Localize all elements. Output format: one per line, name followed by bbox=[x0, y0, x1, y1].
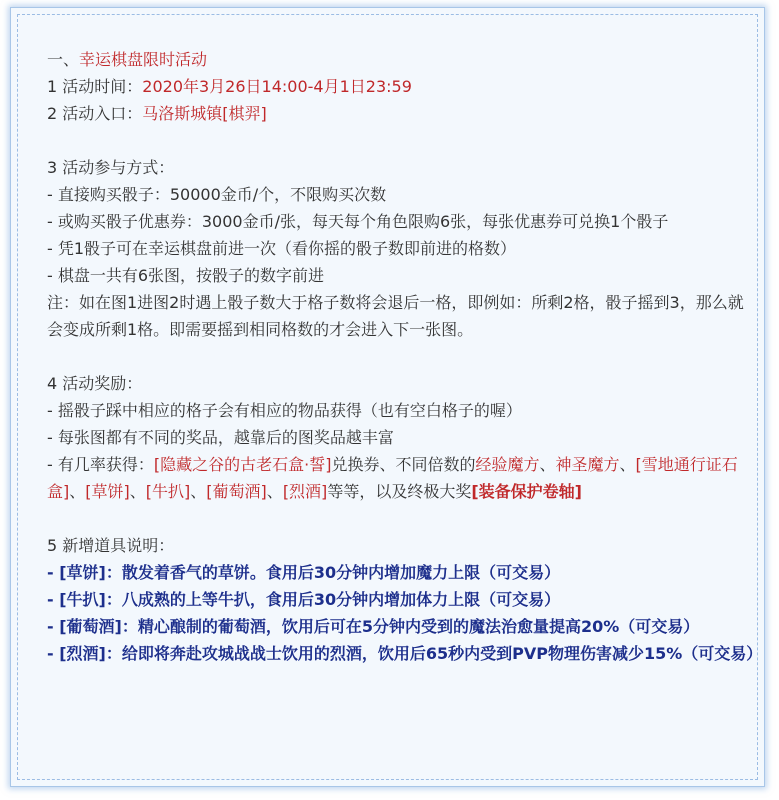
reward-item: - 摇骰子踩中相应的格子会有相应的物品获得（也有空白格子的喔） bbox=[47, 401, 522, 420]
reward-highlight: [草饼] bbox=[85, 482, 130, 501]
spacer bbox=[47, 127, 759, 154]
reward-text: 兑换券、不同倍数的 bbox=[331, 455, 476, 474]
method-item: - 或购买骰子优惠券：3000金币/张，每天每个角色限购6张，每张优惠券可兑换1个骰子 bbox=[47, 212, 669, 231]
reward-highlight: 神圣魔方 bbox=[555, 455, 620, 474]
reward-text: 、 bbox=[539, 455, 556, 474]
activity-entry-value: 马洛斯城镇[棋羿] bbox=[142, 104, 267, 123]
spacer bbox=[47, 343, 759, 370]
method-item: - 棋盘一共有6张图，按骰子的数字前进 bbox=[47, 266, 325, 285]
activity-time-value: 2020年3月26日14:00-4月1日23:59 bbox=[142, 77, 412, 96]
props-heading: 5 新增道具说明： bbox=[47, 536, 175, 555]
reward-text: 等等，以及终极大奖 bbox=[327, 482, 472, 501]
grand-prize: [装备保护卷轴] bbox=[471, 482, 582, 501]
activity-time-label: 1 活动时间： bbox=[47, 77, 143, 96]
reward-item: - 每张图都有不同的奖品，越靠后的图奖品越丰富 bbox=[47, 428, 394, 447]
reward-text: 、 bbox=[619, 455, 636, 474]
reward-heading: 4 活动奖励： bbox=[47, 374, 143, 393]
reward-highlight: 经验魔方 bbox=[475, 455, 540, 474]
prop-item: - [牛扒]：八成熟的上等牛扒，食用后30分钟内增加体力上限（可交易） bbox=[47, 590, 561, 609]
activity-entry bbox=[47, 100, 759, 127]
prop-item: - [烈酒]：给即将奔赴攻城战战士饮用的烈酒，饮用后65秒内受到PVP物理伤害减少15%（可交易） bbox=[47, 644, 763, 663]
announcement-content bbox=[47, 46, 763, 667]
method-item: - 凭1骰子可在幸运棋盘前进一次（看你摇的骰子数即前进的格数） bbox=[47, 239, 517, 258]
reward-highlight: [牛扒] bbox=[145, 482, 191, 501]
reward-text: 、 bbox=[190, 482, 207, 501]
activity-entry-label: 2 活动入口： bbox=[47, 104, 143, 123]
spacer bbox=[47, 505, 759, 532]
method-heading: 3 活动参与方式： bbox=[47, 158, 175, 177]
section1-number: 一、 bbox=[47, 50, 80, 69]
section1-title bbox=[47, 46, 759, 73]
reward-text: 、 bbox=[129, 482, 146, 501]
announcement-frame bbox=[10, 7, 765, 787]
reward-highlight: [雪地通行证石盒] bbox=[47, 455, 738, 501]
reward-highlight: [葡萄酒] bbox=[206, 482, 267, 501]
reward-highlight: [隐藏之谷的古老石盒·誓] bbox=[153, 455, 332, 474]
activity-time bbox=[47, 73, 759, 100]
reward-text: 、 bbox=[69, 482, 86, 501]
method-note: 注：如在图1进图2时遇上骰子数大于格子数将会退后一格，即例如：所剩2格，骰子摇到3，那么就会变成所剩1格。即需要摇到相同格数的才会进入下一张图。 bbox=[47, 293, 744, 339]
reward-highlight: [烈酒] bbox=[282, 482, 328, 501]
reward-text: 、 bbox=[266, 482, 283, 501]
reward-text: - 有几率获得： bbox=[47, 455, 154, 474]
method-item: - 直接购买骰子：50000金币/个，不限购买次数 bbox=[47, 185, 387, 204]
prop-item: - [葡萄酒]：精心酿制的葡萄酒，饮用后可在5分钟内受到的魔法治愈量提高20%（可交易） bbox=[47, 617, 700, 636]
section1-title-text: 幸运棋盘限时活动 bbox=[79, 50, 208, 69]
reward-chance-line bbox=[47, 451, 759, 505]
prop-item: - [草饼]：散发着香气的草饼。食用后30分钟内增加魔力上限（可交易） bbox=[47, 563, 561, 582]
